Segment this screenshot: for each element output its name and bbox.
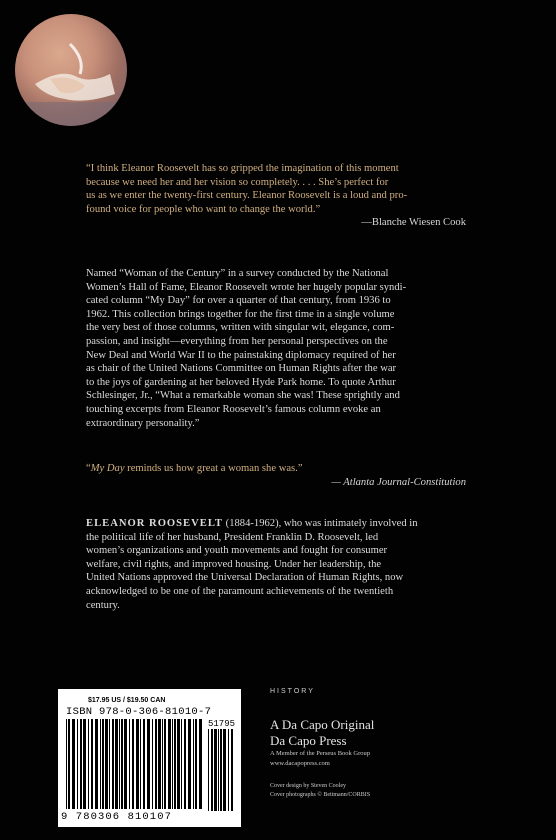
description-line: the very best of those columns, written with singular wit, elegance, com- [86,322,395,334]
photo-credit: Cover photographs © Bettmann/CORBIS [270,792,371,798]
bio-line: the political life of her husband, President Franklin D. Roosevelt, led [86,531,379,543]
description-line: extraordinary personality.” [86,417,200,429]
description-line: touching excerpts from Eleanor Roosevelt’s famous column evoke an [86,403,381,415]
description-line: New Deal and World War II to the painstaking diplomacy required of her [86,349,396,361]
cover-photo-circle [15,14,127,126]
description-line: 1962. This collection brings together for the first time in a single volume [86,308,395,320]
ean-number: 9 780306 810107 [61,811,173,823]
hands-writing-image [15,14,127,126]
quote2-attribution: — Atlanta Journal-Constitution [331,476,466,488]
publisher-url: www.dacapopress.com [270,760,330,767]
description-line: Named “Woman of the Century” in a survey conducted by the National [86,268,389,279]
quote2-body: reminds us how great a woman she was.” [124,463,303,474]
bio-line: welfare, civil rights, and improved housing. Under her leadership, the [86,558,382,570]
description-line: to the joys of gardening at her beloved Hyde Park home. To quote Arthur [86,376,396,388]
description-line: cated column “My Day” for over a quarter of that century, from 1936 to [86,295,391,307]
design-credit: Cover design by Steven Cooley [270,783,346,789]
review-quote-2 [86,462,466,489]
quote-attribution: —Blanche Wiesen Cook [361,217,466,229]
author-bio [86,517,466,612]
author-name: ELEANOR ROOSEVELT [86,518,224,529]
description-line: Schlesinger, Jr., “What a remarkable woman she was! These sprightly and [86,390,400,402]
quote2-open-quote: “ [86,463,91,474]
barcode-box [58,689,241,827]
bio-line: century. [86,599,120,611]
category-label: HISTORY [270,688,315,695]
publisher-block [270,717,374,769]
bio-line: United Nations approved the Universal Declaration of Human Rights, now [86,572,404,584]
addon-code: 51795 [208,719,236,729]
publisher-member: A Member of the Perseus Book Group [270,750,371,757]
bio-line: acknowledged to be one of the paramount achievements of the twentieth [86,585,394,597]
addon-barcode [208,729,236,811]
review-quote [86,162,466,230]
quote2-title: My Day [90,463,125,474]
imprint-line: A Da Capo Original [270,717,375,732]
description-line: as chair of the United Nations Committee on Human Rights after the war [86,363,397,375]
isbn-label: ISBN 978-0-306-81010-7 [66,706,212,718]
description-line: passion, and insight—everything from her personal perspectives on the [86,335,388,347]
book-description [86,267,466,430]
quote2-text [86,462,466,476]
ean-barcode [66,719,204,809]
quote-line: us as we enter the twenty-first century. Eleanor Roosevelt is a loud and pro- [86,190,408,202]
bio-first-rest: (1884-1962), who was intimately involved in [223,518,418,529]
description-line: Women’s Hall of Fame, Eleanor Roosevelt wrote her hugely popular syndi- [86,281,407,293]
publisher-name: Da Capo Press [270,733,347,748]
quote-line: “I think Eleanor Roosevelt has so gripped the imagination of this moment [86,163,399,174]
bio-first-line [86,517,466,531]
quote-line: found voice for people who want to change the world.” [86,203,321,215]
bio-line: women’s organizations and youth movements and fought for consumer [86,545,388,557]
quote-line: because we need her and her vision so completely. . . . She’s perfect for [86,176,389,188]
price-label: $17.95 US / $19.50 CAN [88,697,166,704]
cover-credits [270,782,370,800]
